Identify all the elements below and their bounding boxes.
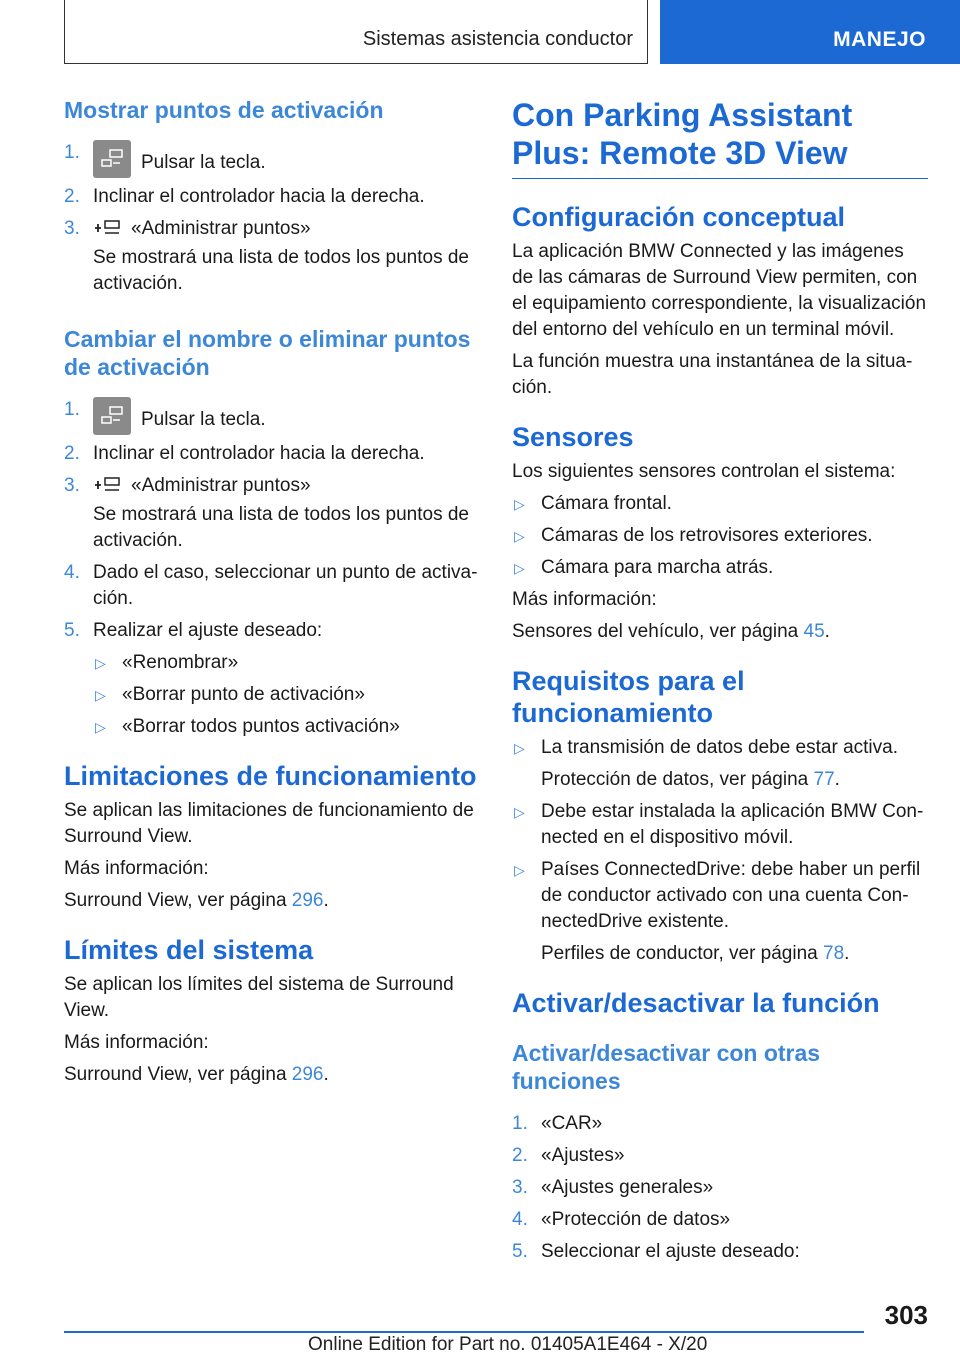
body-concepto-2: La función muestra una instantánea de la situa‐ción. bbox=[512, 351, 913, 398]
section-title: Sistemas asistencia conductor bbox=[362, 28, 633, 50]
step-text: Pulsar la tecla. bbox=[141, 409, 266, 430]
step-number: 1. bbox=[64, 399, 80, 420]
triangle-bullet-icon: ▷ bbox=[514, 528, 525, 544]
option-text: «Borrar todos puntos activación» bbox=[122, 716, 400, 737]
list-item bbox=[512, 1239, 928, 1265]
body-concepto-1: La aplicación BMW Connected y las imágenes de las cámaras de Surround View permiten, con el equipamiento correspondiente, la visualización del entorno del vehículo en un terminal móvil. bbox=[512, 241, 927, 340]
list-item bbox=[64, 560, 480, 612]
list-item bbox=[64, 216, 480, 297]
page-link[interactable]: 296 bbox=[291, 1064, 324, 1085]
list-item bbox=[512, 1111, 928, 1137]
step-number: 5. bbox=[512, 1241, 528, 1262]
page-reference bbox=[541, 941, 928, 967]
list-item bbox=[512, 1175, 928, 1201]
manage-points-icon bbox=[93, 219, 123, 245]
step-number: 1. bbox=[64, 142, 80, 163]
triangle-bullet-icon: ▷ bbox=[514, 862, 525, 878]
triangle-bullet-icon: ▷ bbox=[514, 804, 525, 820]
heading-mostrar: Mostrar puntos de activación bbox=[64, 97, 384, 123]
sensores-intro: Los siguientes sensores controlan el sistema: bbox=[512, 461, 896, 482]
list-item bbox=[64, 441, 480, 467]
footer-divider bbox=[64, 1331, 864, 1333]
step-note: Se mostrará una lista de todos los puntos de activación. bbox=[93, 247, 470, 294]
list-item bbox=[512, 735, 928, 793]
heading-activar: Activar/desactivar la función bbox=[512, 988, 880, 1018]
ref-text: Protección de datos, ver página bbox=[541, 769, 814, 790]
step-text: «CAR» bbox=[541, 1113, 603, 1134]
list-item bbox=[512, 491, 928, 517]
parking-key-icon bbox=[93, 397, 131, 435]
list-item bbox=[64, 184, 480, 210]
step-text: Inclinar el controlador hacia la derecha. bbox=[93, 186, 425, 207]
ref-end: . bbox=[834, 769, 840, 790]
page-link[interactable]: 78 bbox=[823, 943, 845, 964]
item-text: Cámaras de los retrovisores exteriores. bbox=[541, 525, 873, 546]
more-info-label: Más información: bbox=[512, 589, 657, 610]
requisitos-list bbox=[512, 735, 928, 967]
step-number: 2. bbox=[64, 443, 80, 464]
manage-points-icon bbox=[93, 476, 123, 502]
list-item bbox=[93, 682, 480, 708]
ref-end: . bbox=[844, 943, 850, 964]
header-box bbox=[64, 0, 648, 64]
chapter-tab[interactable] bbox=[660, 0, 960, 64]
page-reference bbox=[64, 1062, 480, 1088]
step-text: «Administrar puntos» bbox=[131, 218, 311, 239]
step-number: 2. bbox=[64, 186, 80, 207]
steps-mostrar bbox=[64, 140, 480, 297]
ref-end: . bbox=[824, 621, 830, 642]
item-text: Debe estar instalada la aplicación BMW Con‐nected en el dispositivo móvil. bbox=[541, 801, 924, 848]
list-item bbox=[93, 714, 480, 740]
step-text: Realizar el ajuste deseado: bbox=[93, 620, 323, 641]
steps-activar bbox=[512, 1111, 928, 1265]
list-item bbox=[512, 523, 928, 549]
step-number: 3. bbox=[64, 218, 80, 239]
list-item bbox=[512, 857, 928, 967]
body-limitaciones: Se aplican las limitaciones de funcionamiento de Surround View. bbox=[64, 800, 474, 847]
triangle-bullet-icon: ▷ bbox=[95, 719, 106, 735]
item-text: Países ConnectedDrive: debe haber un perfil de conductor activado con una cuenta Con‐nectedDrive existente. bbox=[541, 859, 921, 932]
page-reference bbox=[512, 619, 928, 645]
list-item bbox=[64, 473, 480, 554]
heading-limitaciones: Limitaciones de funcionamiento bbox=[64, 761, 477, 791]
ref-text: Surround View, ver página bbox=[64, 890, 292, 911]
ref-end: . bbox=[323, 890, 329, 911]
item-text: Cámara para marcha atrás. bbox=[541, 557, 774, 578]
option-text: «Renombrar» bbox=[122, 652, 239, 673]
list-item bbox=[512, 555, 928, 581]
ref-text: Surround View, ver página bbox=[64, 1064, 292, 1085]
step-text: «Administrar puntos» bbox=[131, 475, 311, 496]
step-number: 1. bbox=[512, 1113, 528, 1134]
step-text: Seleccionar el ajuste deseado: bbox=[541, 1241, 800, 1262]
triangle-bullet-icon: ▷ bbox=[514, 740, 525, 756]
list-item bbox=[64, 140, 480, 178]
list-item bbox=[512, 799, 928, 851]
heading-sensores: Sensores bbox=[512, 422, 634, 452]
step-text: Dado el caso, seleccionar un punto de activa‐ción. bbox=[93, 562, 478, 609]
step-text: Inclinar el controlador hacia la derecha. bbox=[93, 443, 425, 464]
page-reference bbox=[541, 767, 928, 793]
step-text: «Ajustes» bbox=[541, 1145, 625, 1166]
subheading-activar: Activar/desactivar con otras funciones bbox=[512, 1040, 821, 1094]
right-column bbox=[512, 96, 928, 1271]
options-list bbox=[93, 650, 480, 740]
body-limites: Se aplican los límites del sistema de Surround View. bbox=[64, 974, 454, 1021]
page-link[interactable]: 77 bbox=[813, 769, 835, 790]
option-text: «Borrar punto de activación» bbox=[122, 684, 365, 705]
step-text: «Ajustes generales» bbox=[541, 1177, 714, 1198]
triangle-bullet-icon: ▷ bbox=[95, 687, 106, 703]
step-number: 5. bbox=[64, 620, 80, 641]
page-number: 303 bbox=[884, 1300, 928, 1330]
heading-concepto: Configuración conceptual bbox=[512, 202, 846, 232]
left-column bbox=[64, 96, 480, 1094]
list-item bbox=[512, 1143, 928, 1169]
item-text: Cámara frontal. bbox=[541, 493, 672, 514]
steps-cambiar bbox=[64, 397, 480, 644]
heading-requisitos: Requisitos para el funcionamiento bbox=[512, 666, 745, 728]
step-number: 4. bbox=[64, 562, 80, 583]
step-number: 3. bbox=[512, 1177, 528, 1198]
list-item bbox=[512, 1207, 928, 1233]
chapter-tab-label: MANEJO bbox=[833, 28, 926, 51]
ref-text: Sensores del vehículo, ver página bbox=[512, 621, 804, 642]
list-item bbox=[64, 618, 480, 644]
triangle-bullet-icon: ▷ bbox=[514, 496, 525, 512]
more-info-label: Más información: bbox=[64, 858, 209, 879]
parking-key-icon bbox=[93, 140, 131, 178]
triangle-bullet-icon: ▷ bbox=[514, 560, 525, 576]
sensores-list bbox=[512, 491, 928, 581]
list-item bbox=[64, 397, 480, 435]
page-link[interactable]: 45 bbox=[803, 621, 825, 642]
page-link[interactable]: 296 bbox=[291, 890, 324, 911]
footer-edition: Online Edition for Part no. 01405A1E464 - X/20 bbox=[308, 1334, 708, 1355]
heading-limites: Límites del sistema bbox=[64, 935, 314, 965]
ref-end: . bbox=[323, 1064, 329, 1085]
more-info-label: Más información: bbox=[64, 1032, 209, 1053]
step-text: «Protección de datos» bbox=[541, 1209, 731, 1230]
ref-text: Perfiles de conductor, ver página bbox=[541, 943, 824, 964]
list-item bbox=[93, 650, 480, 676]
step-number: 2. bbox=[512, 1145, 528, 1166]
step-number: 3. bbox=[64, 475, 80, 496]
item-text: La transmisión de datos debe estar activa. bbox=[541, 737, 898, 758]
page-title: Con Parking Assistant Plus: Remote 3D View bbox=[512, 96, 928, 179]
step-text: Pulsar la tecla. bbox=[141, 152, 266, 173]
heading-cambiar: Cambiar el nombre o eliminar puntos de activación bbox=[64, 326, 471, 380]
step-note: Se mostrará una lista de todos los puntos de activación. bbox=[93, 504, 470, 551]
step-number: 4. bbox=[512, 1209, 528, 1230]
triangle-bullet-icon: ▷ bbox=[95, 655, 106, 671]
page-reference bbox=[64, 888, 480, 914]
